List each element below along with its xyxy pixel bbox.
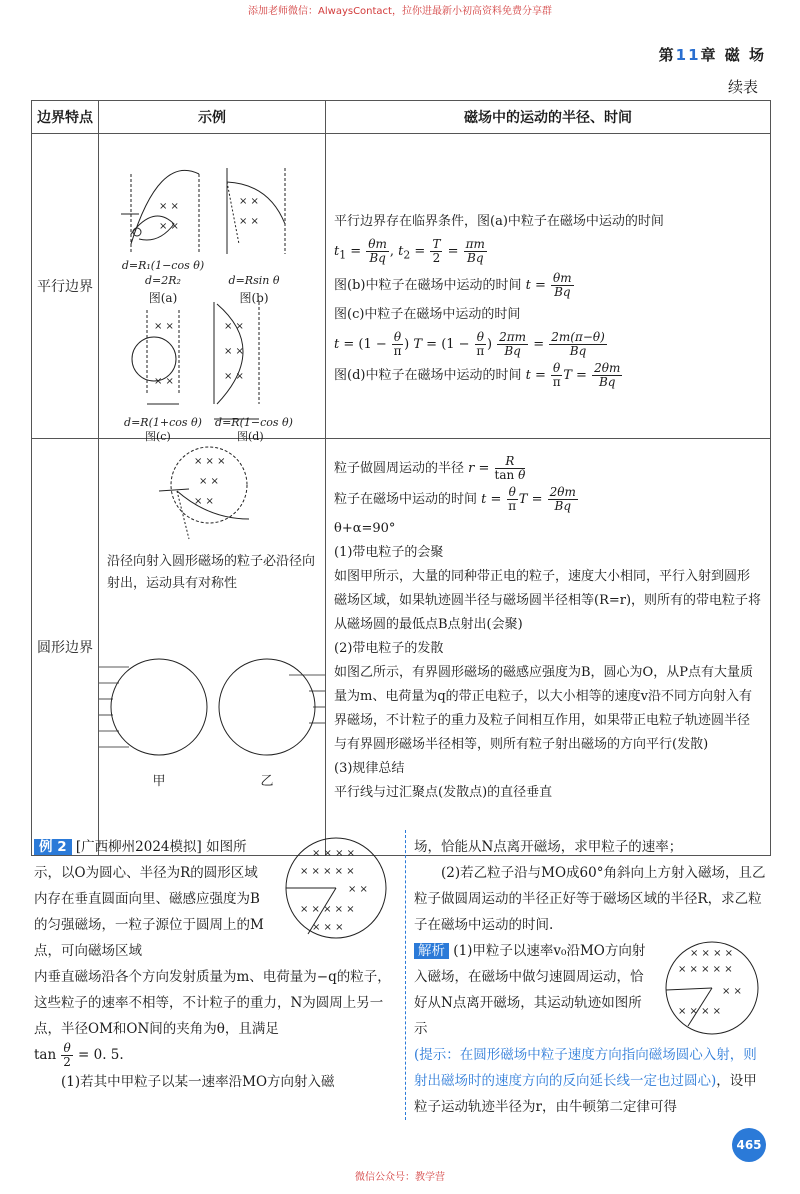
caption-a-formula2: d=2R₂	[145, 274, 181, 287]
svg-text:× ×: × ×	[154, 376, 174, 387]
example-text-2: 内垂直磁场沿各个方向发射质量为m、电荷量为−q的粒子，这些粒子的速率不相等，不计粒子的重力，N为圆周上另一点，半径OM和ON间的夹角为θ，且满足	[34, 969, 391, 1037]
svg-text:× ×: × ×	[159, 221, 179, 232]
example-q1: (1)若其中甲粒子以某一速率沿MO方向射入磁	[61, 1074, 335, 1090]
parallel-label: 平行边界	[32, 134, 99, 439]
table-row-parallel	[32, 134, 771, 439]
caption-b-label: 图(b)	[239, 291, 269, 305]
page-number: 465	[732, 1128, 766, 1162]
example-tan: tan $\frac{\theta}{2}$ = 0. 5.	[34, 1041, 124, 1069]
parallel-formulas	[326, 134, 771, 439]
column-divider	[405, 830, 407, 1120]
circular-figures	[99, 439, 326, 856]
svg-text:× × × ×: × × × ×	[312, 848, 356, 859]
table-header-row	[32, 101, 771, 134]
parallel-line-3-text: 图(b)中粒子在磁场中运动的时间	[334, 277, 522, 293]
caption-c-label: 图(c)	[145, 430, 171, 443]
example-left-bottom	[34, 964, 400, 1095]
example-diagram	[272, 836, 402, 948]
solution-continue	[414, 1042, 770, 1120]
svg-text:× ×: × ×	[199, 476, 219, 487]
parallel-line-1: 平行边界存在临界条件，图(a)中粒子在磁场中运动的时间	[334, 214, 664, 229]
chapter-title	[659, 44, 766, 65]
solution-diagram	[652, 938, 770, 1040]
bottom-note: 微信公众号：教学营	[355, 1172, 445, 1183]
circular-s2-body: 如图乙所示，有界圆形磁场的磁感应强度为B，圆心为O，从P点有大量质量为m、电荷量为q的带正电粒子，以大小相等的速度v沿不同方向射入有界磁场，不计粒子的重力及粒子间相互作用，如果带正电粒子轨迹圆半径与有界圆形磁场半径相等，则所有粒子射出磁场的方向平行(发散)	[334, 665, 753, 752]
parallel-figures	[99, 134, 326, 443]
circular-fig-top	[99, 439, 325, 547]
table-row-circular	[32, 439, 771, 856]
example-text-1: 如图所示，以O为圆心、半径为R的圆形区域内存在垂直圆面向里、磁感应强度为B的匀强磁场，一粒子源位于圆周上的M点，可向磁场区域	[34, 839, 264, 959]
example-right	[414, 834, 770, 938]
caption-d-formula: d=R(1−cos θ)	[215, 416, 293, 429]
svg-text:× ×: × ×	[224, 321, 244, 332]
svg-text:× ×: × ×	[154, 321, 174, 332]
jiexi-text: (1)甲粒子以速率v₀沿MO方向射入磁场，在磁场中做匀速圆周运动，恰好从N点离开磁场，其运动轨迹如图所示	[414, 943, 646, 1037]
svg-text:× ×: × ×	[722, 986, 742, 997]
caption-c-formula: d=R(1+cos θ)	[124, 416, 202, 429]
chapter-suffix: 章 磁 场	[700, 46, 766, 64]
example-tan-value: = 0. 5.	[78, 1047, 124, 1063]
fig-yi-label: 乙	[260, 774, 274, 789]
svg-text:× ×: × ×	[239, 216, 259, 227]
parallel-line-4: 图(c)中粒子在磁场中运动的时间	[334, 306, 521, 322]
svg-text:× ×: × ×	[224, 371, 244, 382]
caption-a-label: 图(a)	[148, 291, 178, 305]
svg-text:× × × × ×: × × × × ×	[678, 964, 733, 975]
circular-angle: θ+α=90°	[334, 521, 396, 536]
svg-text:× ×: × ×	[224, 346, 244, 357]
svg-text:× × × ×: × × × ×	[690, 948, 734, 959]
caption-d-label: 图(d)	[237, 430, 264, 443]
svg-text:× ×: × ×	[159, 201, 179, 212]
svg-text:× × × × ×: × × × × ×	[300, 866, 355, 877]
col-header-example: 示例	[99, 101, 326, 134]
circular-s1-title: (1)带电粒子的会聚	[334, 545, 444, 560]
circular-time-text: 粒子在磁场中运动的时间	[334, 492, 478, 507]
example-right-top: 场，恰能从N点离开磁场，求甲粒子的速率；	[414, 839, 683, 855]
top-note: 添加老师微信：AlwaysContact，拉你进最新小初高资料免费分享群	[248, 6, 552, 17]
example-source: [广西柳州2024模拟]	[75, 839, 202, 855]
svg-text:× ×: × ×	[348, 884, 368, 895]
example-left-top	[34, 834, 266, 964]
example-q2: (2)若乙粒子沿与MO成60°角斜向上方射入磁场，且乙粒子做圆周运动的半径正好等于磁场区域的半径R，求乙粒子在磁场中运动的时间.	[414, 865, 766, 933]
svg-text:× ×: × ×	[239, 196, 259, 207]
summary-table	[31, 100, 771, 856]
col-header-formula: 磁场中的运动的半径、时间	[326, 101, 771, 134]
circular-s2-title: (2)带电粒子的发散	[334, 641, 444, 656]
parallel-figures-svg	[99, 134, 325, 434]
fig-jia-label: 甲	[152, 774, 166, 789]
circular-s3-title: (3)规律总结	[334, 761, 405, 776]
circular-formulas	[326, 439, 771, 856]
svg-text:× × × ×: × × × ×	[678, 1006, 722, 1017]
jiexi-end: ，设甲粒子运动轨迹半径为r，由牛顿第二定律可得	[414, 1073, 757, 1115]
circular-time: 粒子在磁场中运动的时间 t = $\frac{\theta}{\pi}$ T = $\frac{2\theta m}{Bq}$	[334, 485, 576, 513]
circular-radius: 粒子做圆周运动的半径 r = $\frac{R}{\text{tan θ}}$	[334, 454, 526, 482]
parallel-formula-t1: $t_1$ = $\frac{\theta m}{Bq}$ , $t_2$ = $\frac{T}{2}$ = $\frac{\pi m}{Bq}$	[334, 237, 485, 265]
parallel-formula-c: t = (1 − $\frac{\theta}{\pi}$ ) T = (1 − $\frac{\theta}{\pi}$ ) $\frac{2\pi m}{Bq}$ = $\frac{2m(\pi-\theta)}{Bq}$	[334, 329, 605, 358]
jiexi-label: 解析	[414, 943, 449, 959]
parallel-line-3: 图(b)中粒子在磁场中运动的时间 t = $\frac{\theta m}{Bq}$	[334, 270, 572, 299]
caption-b-formula: d=Rsin θ	[228, 274, 280, 287]
svg-text:× × × × ×: × × × × ×	[300, 904, 355, 915]
circular-label: 圆形边界	[32, 439, 99, 856]
caption-a-formula1: d=R₁(1−cos θ)	[121, 259, 205, 272]
col-header-feature: 边界特点	[32, 101, 99, 134]
parallel-line-6-text: 图(d)中粒子在磁场中运动的时间	[334, 367, 522, 383]
circular-s1-body: 如图甲所示，大量的同种带正电的粒子，速度大小相同，平行入射到圆形磁场区域，如果轨迹圆半径与磁场圆半径相等(R=r)，则所有的带电粒子将从磁场圆的最低点B点射出(会聚)	[334, 569, 762, 632]
svg-text:× × ×: × × ×	[194, 456, 226, 467]
example-tag: 例 2	[34, 839, 72, 855]
solution-hint: (提示：在圆形磁场中粒子速度方向指向磁场圆心入射，则射出磁场时的速度方向的反向延长线一定也过圆心)	[414, 1047, 757, 1089]
svg-text:× × ×: × × ×	[312, 922, 344, 933]
parallel-line-6: 图(d)中粒子在磁场中运动的时间 t = $\frac{\theta}{\pi}$ T = $\frac{2\theta m}{Bq}$	[334, 360, 621, 389]
circular-s3-body: 平行线与过汇聚点(发散点)的直径垂直	[334, 785, 553, 800]
chapter-number: 11	[675, 46, 701, 64]
circular-desc: 沿径向射入圆形磁场的粒子必沿径向射出，运动具有对称性	[107, 554, 316, 591]
svg-text:× ×: × ×	[194, 496, 214, 507]
chapter-prefix: 第	[658, 46, 676, 64]
circular-radius-text: 粒子做圆周运动的半径	[334, 461, 465, 476]
continued-label: 续表	[727, 78, 758, 96]
circular-fig-bottom	[99, 615, 325, 851]
solution-start	[414, 938, 654, 1042]
